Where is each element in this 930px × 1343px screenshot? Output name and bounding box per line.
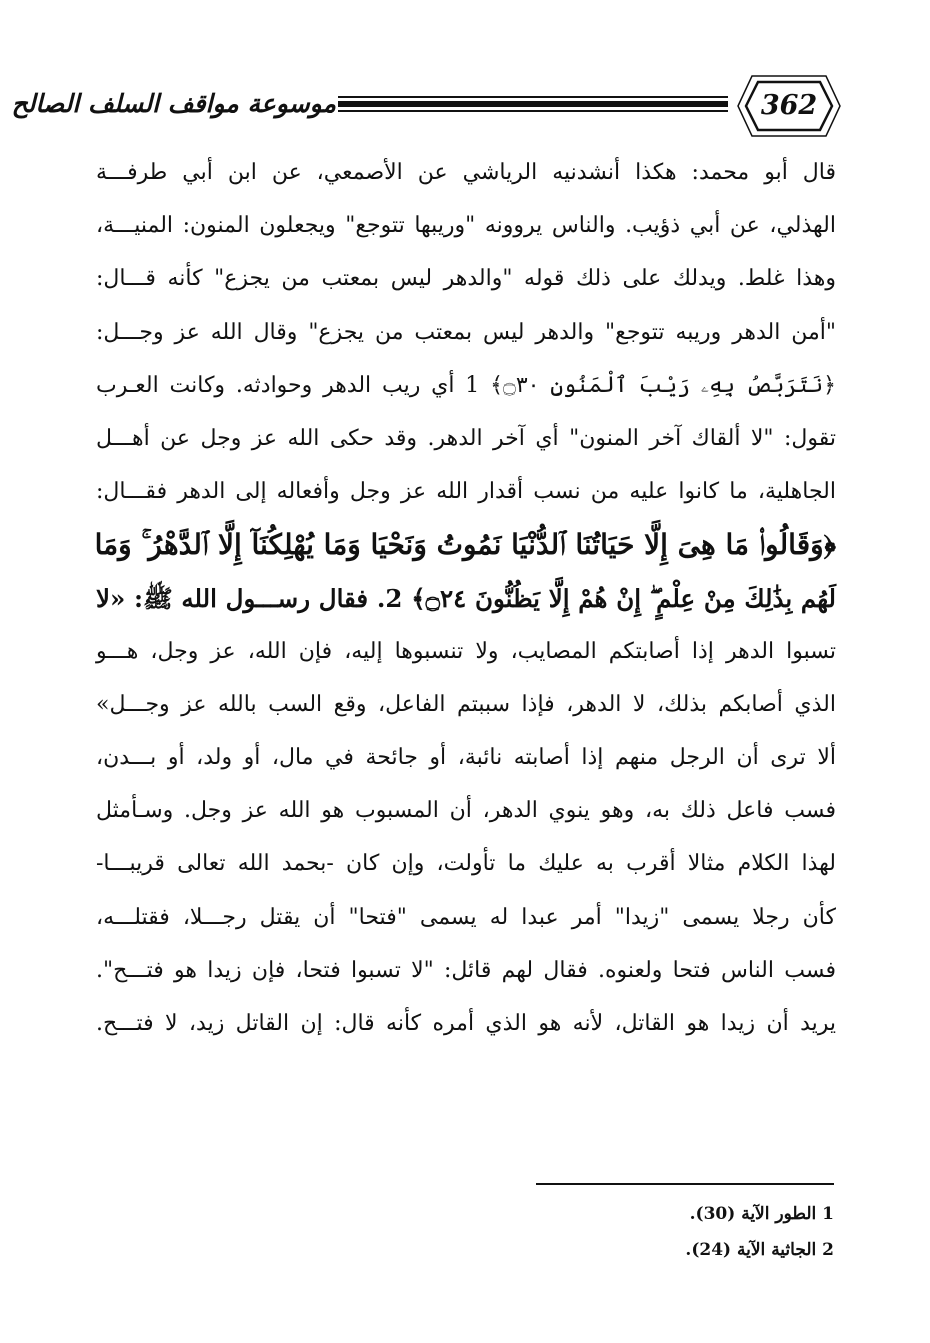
text-line: يريد أن زيدا هو القاتل، لأنه هو الذي أمره كأنه قال: إن القاتل زيد، لا فتـــح. [96, 1011, 836, 1036]
quran-verse-line: لَهُم بِذَٰلِكَ مِنْ عِلْمٍ ۖ إِنْ هُمْ إِلَّا يَظُنُّونَ ۝٢٤﴾ 2. فقال رســـول الله ﷺ: «لا [96, 583, 836, 613]
page-header [11, 72, 846, 142]
text-line: الجاهلية، ما كانوا عليه من نسب أقدار الله عز وجل وأفعاله إلى الدهر فقـــال: [96, 479, 836, 505]
text-line: لهذا الكلام مثالا أقرب به عليك ما تأولت، وإن كان -بحمد الله تعالى قريبـــا- [96, 851, 836, 877]
footnotes [334, 1196, 834, 1268]
text-line: قال أبو محمد: هكذا أنشدنيه الرياشي عن الأصمعي، عن ابن أبي طرفـــة [96, 160, 836, 185]
footnote: 2 الجاثية الآية (24). [685, 1240, 834, 1260]
text-line: الذي أصابكم بذلك، لا الدهر، فإذا سببتم الفاعل، وقع السب بالله عز وجـــل» [96, 691, 836, 717]
text-line: كأن رجلا يسمى "زيدا" أمر عبدا له يسمى "فتحا" أن يقتل رجـــلا، فقتلـــه، [96, 904, 836, 930]
text-line: "أمن الدهر وريبه تتوجع" والدهر ليس بمعتب من يجزع" وقال الله عز وجـــل: [96, 319, 836, 345]
text-line: تسبوا الدهر إذا أصابتكم المصايب، ولا تنسبوها إليه، فإن الله، عز وجل، هـــو [96, 638, 836, 664]
text-line: فسب الناس فتحا ولعنوه. فقال لهم قائل: "لا تسبوا فتحا، فإن زيدا هو فتـــح". [96, 957, 836, 983]
text-line: تقول: "لا ألقاك آخر المنون" أي آخر الدهر. وقد حكى الله عز وجل عن أهـــل [96, 425, 836, 451]
footnote: 1 الطور الآية (30). [689, 1204, 834, 1224]
page-number: 362 [760, 90, 818, 121]
footnote-separator [536, 1183, 834, 1185]
page-number-badge [732, 72, 846, 140]
text-line: وهذا غلط. ويدلك على ذلك قوله "والدهر ليس بمعتب من يجزع" كأنه قـــال: [96, 266, 836, 292]
text-line: ﴿نَتَرَبَّصُ بِهِۦ رَيْبَ ٱلْمَنُونِ ۝٣٠﴾ 1 أي ريب الدهر وحوادثه. وكانت العـرب [96, 372, 836, 398]
header-rule [338, 94, 728, 114]
body-text [96, 146, 836, 1050]
text-line: فسب فاعل ذلك به، وهو ينوي الدهر، أن المسبوب هو الله عز وجل. وسـأمثل [96, 798, 836, 824]
book-title: موسوعة مواقف السلف الصالح [11, 89, 336, 118]
text-line: الهذلي، عن أبي ذؤيب. والناس يروونه "وريبها تتوجع" ويجعلون المنون: المنيـــة، [96, 213, 836, 239]
quran-verse-line: ﴿وَقَالُوا۟ مَا هِىَ إِلَّا حَيَاتُنَا ٱلدُّنْيَا نَمُوتُ وَنَحْيَا وَمَا يُهْلِكُنَآ إِلَّا ٱلدَّهْرُ ۚ وَمَا [94, 528, 836, 562]
text-line: ألا ترى أن الرجل منهم إذا أصابته نائبة، أو جائحة في مال، أو ولد، أو بـــدن، [96, 745, 836, 771]
